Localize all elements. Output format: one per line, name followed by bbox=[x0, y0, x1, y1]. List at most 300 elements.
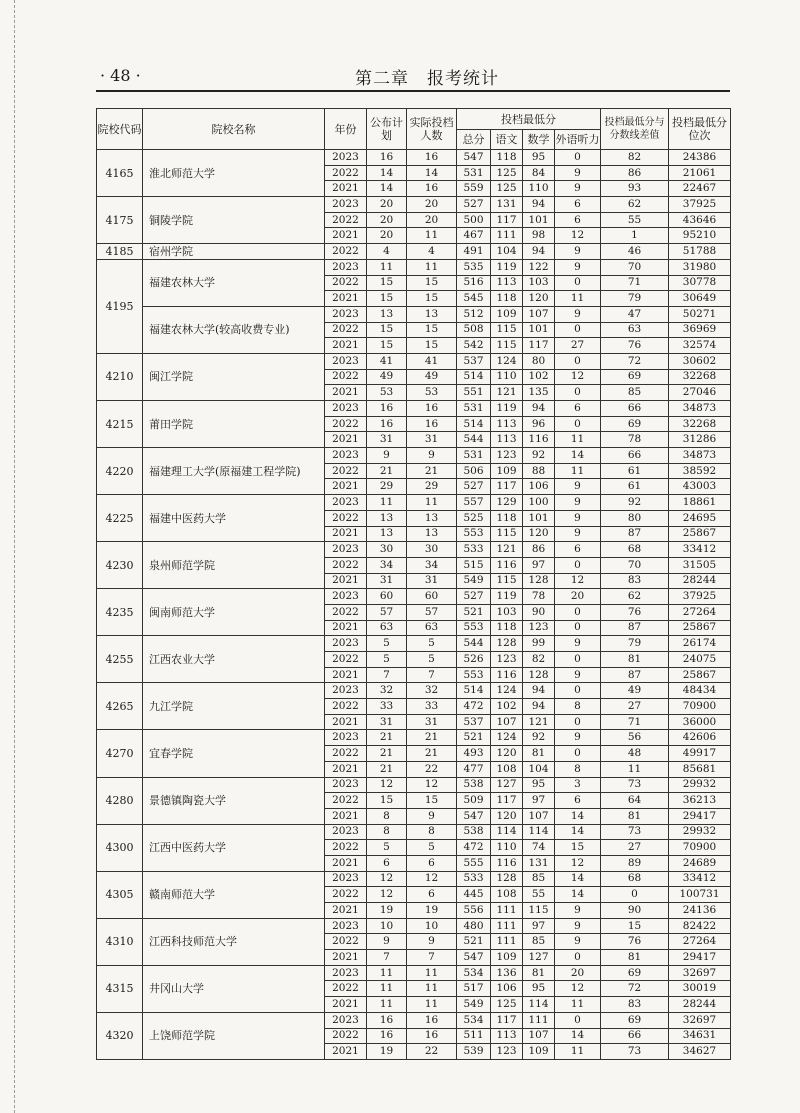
cell-total: 537 bbox=[457, 353, 491, 369]
cell-plan: 7 bbox=[367, 667, 407, 683]
cell-diff: 89 bbox=[601, 855, 669, 871]
cell-rank: 95210 bbox=[669, 228, 731, 244]
cell-enrolled: 16 bbox=[407, 401, 457, 417]
cell-plan: 6 bbox=[367, 855, 407, 871]
cell-diff: 78 bbox=[601, 432, 669, 448]
cell-total: 553 bbox=[457, 620, 491, 636]
cell-total: 545 bbox=[457, 291, 491, 307]
cell-chinese: 119 bbox=[491, 589, 523, 605]
cell-diff: 72 bbox=[601, 353, 669, 369]
cell-math: 81 bbox=[523, 746, 555, 762]
cell-enrolled: 34 bbox=[407, 557, 457, 573]
cell-year: 2022 bbox=[325, 981, 367, 997]
cell-enrolled: 11 bbox=[407, 981, 457, 997]
cell-rank: 32574 bbox=[669, 338, 731, 354]
cell-plan: 8 bbox=[367, 808, 407, 824]
cell-enrolled: 12 bbox=[407, 777, 457, 793]
cell-plan: 15 bbox=[367, 275, 407, 291]
cell-diff: 79 bbox=[601, 291, 669, 307]
cell-plan: 8 bbox=[367, 824, 407, 840]
cell-rank: 27264 bbox=[669, 604, 731, 620]
cell-total: 509 bbox=[457, 793, 491, 809]
cell-listening: 0 bbox=[555, 1012, 601, 1028]
cell-year: 2022 bbox=[325, 887, 367, 903]
cell-enrolled: 5 bbox=[407, 652, 457, 668]
cell-chinese: 102 bbox=[491, 699, 523, 715]
cell-chinese: 111 bbox=[491, 228, 523, 244]
cell-listening: 0 bbox=[555, 353, 601, 369]
cell-listening: 8 bbox=[555, 699, 601, 715]
school-code: 4315 bbox=[97, 965, 143, 1012]
cell-listening: 14 bbox=[555, 824, 601, 840]
cell-year: 2022 bbox=[325, 793, 367, 809]
cell-chinese: 113 bbox=[491, 1028, 523, 1044]
cell-math: 128 bbox=[523, 573, 555, 589]
cell-math: 74 bbox=[523, 840, 555, 856]
cell-diff: 49 bbox=[601, 683, 669, 699]
cell-listening: 0 bbox=[555, 385, 601, 401]
cell-diff: 71 bbox=[601, 275, 669, 291]
cell-year: 2021 bbox=[325, 432, 367, 448]
header-plan: 公布计划 bbox=[367, 109, 407, 150]
cell-enrolled: 13 bbox=[407, 306, 457, 322]
cell-enrolled: 13 bbox=[407, 526, 457, 542]
header-enrolled: 实际投档人数 bbox=[407, 109, 457, 150]
cell-math: 104 bbox=[523, 761, 555, 777]
cell-rank: 51788 bbox=[669, 244, 731, 260]
cell-diff: 73 bbox=[601, 777, 669, 793]
cell-plan: 20 bbox=[367, 212, 407, 228]
cell-total: 544 bbox=[457, 432, 491, 448]
cell-total: 521 bbox=[457, 934, 491, 950]
cell-diff: 61 bbox=[601, 463, 669, 479]
cell-diff: 92 bbox=[601, 495, 669, 511]
cell-plan: 11 bbox=[367, 259, 407, 275]
cell-chinese: 107 bbox=[491, 714, 523, 730]
cell-rank: 70900 bbox=[669, 699, 731, 715]
chapter-title: 第二章 报考统计 bbox=[355, 69, 499, 89]
header-rank: 投档最低分位次 bbox=[669, 109, 731, 150]
cell-enrolled: 33 bbox=[407, 699, 457, 715]
cell-plan: 57 bbox=[367, 604, 407, 620]
cell-total: 491 bbox=[457, 244, 491, 260]
cell-math: 121 bbox=[523, 714, 555, 730]
cell-enrolled: 49 bbox=[407, 369, 457, 385]
cell-chinese: 118 bbox=[491, 510, 523, 526]
cell-rank: 29417 bbox=[669, 950, 731, 966]
cell-listening: 20 bbox=[555, 589, 601, 605]
cell-enrolled: 20 bbox=[407, 212, 457, 228]
cell-math: 103 bbox=[523, 275, 555, 291]
cell-listening: 9 bbox=[555, 259, 601, 275]
table-row bbox=[97, 150, 731, 166]
cell-rank: 32697 bbox=[669, 965, 731, 981]
cell-total: 547 bbox=[457, 150, 491, 166]
cell-listening: 14 bbox=[555, 1028, 601, 1044]
cell-plan: 49 bbox=[367, 369, 407, 385]
table-row bbox=[97, 353, 731, 369]
cell-plan: 30 bbox=[367, 542, 407, 558]
cell-rank: 29932 bbox=[669, 777, 731, 793]
cell-math: 117 bbox=[523, 338, 555, 354]
school-name: 江西农业大学 bbox=[143, 636, 325, 683]
cell-chinese: 127 bbox=[491, 777, 523, 793]
cell-plan: 12 bbox=[367, 887, 407, 903]
cell-math: 90 bbox=[523, 604, 555, 620]
cell-chinese: 118 bbox=[491, 620, 523, 636]
cell-math: 115 bbox=[523, 903, 555, 919]
school-name: 淮北师范大学 bbox=[143, 150, 325, 197]
cell-enrolled: 29 bbox=[407, 479, 457, 495]
cell-diff: 66 bbox=[601, 401, 669, 417]
school-name: 铜陵学院 bbox=[143, 197, 325, 244]
cell-enrolled: 15 bbox=[407, 291, 457, 307]
cell-plan: 63 bbox=[367, 620, 407, 636]
cell-chinese: 111 bbox=[491, 918, 523, 934]
cell-diff: 87 bbox=[601, 667, 669, 683]
cell-rank: 48434 bbox=[669, 683, 731, 699]
cell-math: 116 bbox=[523, 432, 555, 448]
cell-diff: 85 bbox=[601, 385, 669, 401]
table-row bbox=[97, 918, 731, 934]
cell-listening: 0 bbox=[555, 275, 601, 291]
cell-rank: 31980 bbox=[669, 259, 731, 275]
cell-listening: 9 bbox=[555, 244, 601, 260]
cell-math: 95 bbox=[523, 150, 555, 166]
school-name: 闽江学院 bbox=[143, 353, 325, 400]
table-row bbox=[97, 495, 731, 511]
cell-plan: 5 bbox=[367, 636, 407, 652]
table-row bbox=[97, 1012, 731, 1028]
header-rule bbox=[96, 90, 730, 92]
cell-plan: 15 bbox=[367, 338, 407, 354]
cell-enrolled: 22 bbox=[407, 1044, 457, 1060]
cell-total: 467 bbox=[457, 228, 491, 244]
cell-plan: 11 bbox=[367, 965, 407, 981]
cell-chinese: 110 bbox=[491, 840, 523, 856]
cell-listening: 11 bbox=[555, 1044, 601, 1060]
cell-chinese: 108 bbox=[491, 887, 523, 903]
cell-enrolled: 53 bbox=[407, 385, 457, 401]
cell-listening: 9 bbox=[555, 526, 601, 542]
cell-year: 2021 bbox=[325, 620, 367, 636]
cell-rank: 30778 bbox=[669, 275, 731, 291]
cell-listening: 0 bbox=[555, 652, 601, 668]
cell-enrolled: 6 bbox=[407, 887, 457, 903]
cell-listening: 0 bbox=[555, 557, 601, 573]
cell-diff: 70 bbox=[601, 557, 669, 573]
cell-year: 2023 bbox=[325, 871, 367, 887]
header-diff: 投档最低分与分数线差值 bbox=[601, 109, 669, 150]
cell-plan: 7 bbox=[367, 950, 407, 966]
cell-listening: 9 bbox=[555, 495, 601, 511]
cell-chinese: 109 bbox=[491, 463, 523, 479]
cell-enrolled: 5 bbox=[407, 840, 457, 856]
table-row bbox=[97, 777, 731, 793]
school-code: 4220 bbox=[97, 448, 143, 495]
cell-listening: 0 bbox=[555, 322, 601, 338]
cell-chinese: 120 bbox=[491, 746, 523, 762]
cell-chinese: 129 bbox=[491, 495, 523, 511]
cell-diff: 83 bbox=[601, 573, 669, 589]
cell-rank: 70900 bbox=[669, 840, 731, 856]
cell-year: 2021 bbox=[325, 479, 367, 495]
cell-year: 2022 bbox=[325, 463, 367, 479]
cell-enrolled: 21 bbox=[407, 730, 457, 746]
cell-diff: 87 bbox=[601, 620, 669, 636]
school-code: 4165 bbox=[97, 150, 143, 197]
cell-plan: 9 bbox=[367, 448, 407, 464]
cell-plan: 16 bbox=[367, 150, 407, 166]
cell-total: 531 bbox=[457, 401, 491, 417]
cell-year: 2022 bbox=[325, 746, 367, 762]
table-row bbox=[97, 197, 731, 213]
cell-enrolled: 32 bbox=[407, 683, 457, 699]
header-code: 院校代码 bbox=[97, 109, 143, 150]
admission-stats-table bbox=[96, 108, 731, 1060]
cell-math: 94 bbox=[523, 699, 555, 715]
cell-enrolled: 15 bbox=[407, 322, 457, 338]
cell-plan: 14 bbox=[367, 165, 407, 181]
cell-year: 2022 bbox=[325, 557, 367, 573]
cell-chinese: 118 bbox=[491, 291, 523, 307]
cell-year: 2023 bbox=[325, 730, 367, 746]
cell-diff: 27 bbox=[601, 840, 669, 856]
table-row bbox=[97, 259, 731, 275]
cell-chinese: 125 bbox=[491, 181, 523, 197]
cell-diff: 86 bbox=[601, 165, 669, 181]
cell-plan: 12 bbox=[367, 777, 407, 793]
cell-enrolled: 30 bbox=[407, 542, 457, 558]
cell-total: 525 bbox=[457, 510, 491, 526]
cell-rank: 18861 bbox=[669, 495, 731, 511]
cell-math: 114 bbox=[523, 997, 555, 1013]
cell-total: 477 bbox=[457, 761, 491, 777]
cell-math: 55 bbox=[523, 887, 555, 903]
cell-rank: 30602 bbox=[669, 353, 731, 369]
cell-rank: 36213 bbox=[669, 793, 731, 809]
cell-math: 95 bbox=[523, 777, 555, 793]
cell-rank: 38592 bbox=[669, 463, 731, 479]
cell-rank: 31286 bbox=[669, 432, 731, 448]
cell-year: 2022 bbox=[325, 934, 367, 950]
cell-listening: 11 bbox=[555, 463, 601, 479]
cell-diff: 93 bbox=[601, 181, 669, 197]
cell-chinese: 115 bbox=[491, 526, 523, 542]
cell-diff: 76 bbox=[601, 604, 669, 620]
cell-year: 2022 bbox=[325, 604, 367, 620]
cell-diff: 63 bbox=[601, 322, 669, 338]
cell-chinese: 117 bbox=[491, 212, 523, 228]
cell-total: 533 bbox=[457, 871, 491, 887]
cell-total: 534 bbox=[457, 1012, 491, 1028]
cell-year: 2022 bbox=[325, 212, 367, 228]
cell-year: 2021 bbox=[325, 228, 367, 244]
cell-math: 92 bbox=[523, 730, 555, 746]
cell-total: 549 bbox=[457, 997, 491, 1013]
cell-math: 107 bbox=[523, 306, 555, 322]
cell-total: 512 bbox=[457, 306, 491, 322]
cell-math: 94 bbox=[523, 197, 555, 213]
cell-chinese: 136 bbox=[491, 965, 523, 981]
cell-chinese: 106 bbox=[491, 981, 523, 997]
cell-total: 553 bbox=[457, 667, 491, 683]
cell-enrolled: 6 bbox=[407, 855, 457, 871]
cell-diff: 68 bbox=[601, 871, 669, 887]
cell-diff: 69 bbox=[601, 965, 669, 981]
cell-math: 107 bbox=[523, 1028, 555, 1044]
cell-total: 538 bbox=[457, 824, 491, 840]
cell-chinese: 125 bbox=[491, 997, 523, 1013]
cell-year: 2022 bbox=[325, 699, 367, 715]
binding-margin-line bbox=[14, 0, 15, 1113]
cell-math: 88 bbox=[523, 463, 555, 479]
cell-math: 128 bbox=[523, 667, 555, 683]
cell-diff: 66 bbox=[601, 448, 669, 464]
cell-math: 81 bbox=[523, 965, 555, 981]
cell-listening: 14 bbox=[555, 871, 601, 887]
cell-year: 2023 bbox=[325, 542, 367, 558]
cell-rank: 34627 bbox=[669, 1044, 731, 1060]
cell-total: 508 bbox=[457, 322, 491, 338]
cell-diff: 73 bbox=[601, 824, 669, 840]
cell-total: 527 bbox=[457, 197, 491, 213]
cell-plan: 16 bbox=[367, 1028, 407, 1044]
cell-math: 94 bbox=[523, 683, 555, 699]
cell-total: 514 bbox=[457, 683, 491, 699]
cell-year: 2023 bbox=[325, 824, 367, 840]
cell-diff: 69 bbox=[601, 369, 669, 385]
cell-listening: 0 bbox=[555, 950, 601, 966]
school-name: 赣南师范大学 bbox=[143, 871, 325, 918]
cell-total: 517 bbox=[457, 981, 491, 997]
cell-listening: 0 bbox=[555, 714, 601, 730]
cell-chinese: 111 bbox=[491, 934, 523, 950]
cell-year: 2022 bbox=[325, 369, 367, 385]
cell-chinese: 128 bbox=[491, 871, 523, 887]
cell-year: 2022 bbox=[325, 1028, 367, 1044]
cell-total: 521 bbox=[457, 604, 491, 620]
cell-plan: 11 bbox=[367, 997, 407, 1013]
cell-year: 2021 bbox=[325, 526, 367, 542]
cell-math: 85 bbox=[523, 871, 555, 887]
header-chinese: 语文 bbox=[491, 130, 523, 150]
cell-chinese: 116 bbox=[491, 667, 523, 683]
cell-rank: 50271 bbox=[669, 306, 731, 322]
cell-diff: 79 bbox=[601, 636, 669, 652]
cell-listening: 9 bbox=[555, 667, 601, 683]
cell-year: 2021 bbox=[325, 181, 367, 197]
cell-enrolled: 15 bbox=[407, 793, 457, 809]
cell-math: 101 bbox=[523, 212, 555, 228]
cell-year: 2022 bbox=[325, 244, 367, 260]
cell-enrolled: 7 bbox=[407, 950, 457, 966]
cell-year: 2022 bbox=[325, 322, 367, 338]
cell-total: 480 bbox=[457, 918, 491, 934]
cell-enrolled: 9 bbox=[407, 448, 457, 464]
cell-diff: 81 bbox=[601, 652, 669, 668]
cell-total: 557 bbox=[457, 495, 491, 511]
cell-rank: 21061 bbox=[669, 165, 731, 181]
table-row bbox=[97, 542, 731, 558]
cell-rank: 42606 bbox=[669, 730, 731, 746]
cell-chinese: 123 bbox=[491, 1044, 523, 1060]
cell-enrolled: 20 bbox=[407, 197, 457, 213]
cell-plan: 21 bbox=[367, 730, 407, 746]
cell-chinese: 113 bbox=[491, 416, 523, 432]
cell-plan: 20 bbox=[367, 228, 407, 244]
cell-plan: 41 bbox=[367, 353, 407, 369]
cell-diff: 69 bbox=[601, 416, 669, 432]
cell-chinese: 111 bbox=[491, 903, 523, 919]
school-code: 4270 bbox=[97, 730, 143, 777]
cell-math: 97 bbox=[523, 918, 555, 934]
cell-listening: 12 bbox=[555, 228, 601, 244]
cell-total: 549 bbox=[457, 573, 491, 589]
cell-rank: 25867 bbox=[669, 620, 731, 636]
cell-math: 94 bbox=[523, 401, 555, 417]
cell-total: 551 bbox=[457, 385, 491, 401]
cell-year: 2023 bbox=[325, 683, 367, 699]
cell-year: 2023 bbox=[325, 448, 367, 464]
cell-math: 82 bbox=[523, 652, 555, 668]
cell-math: 122 bbox=[523, 259, 555, 275]
cell-total: 531 bbox=[457, 165, 491, 181]
cell-chinese: 110 bbox=[491, 369, 523, 385]
cell-math: 109 bbox=[523, 1044, 555, 1060]
cell-enrolled: 11 bbox=[407, 965, 457, 981]
cell-diff: 68 bbox=[601, 542, 669, 558]
cell-diff: 46 bbox=[601, 244, 669, 260]
cell-chinese: 114 bbox=[491, 824, 523, 840]
school-code: 4255 bbox=[97, 636, 143, 683]
cell-plan: 31 bbox=[367, 573, 407, 589]
cell-math: 85 bbox=[523, 934, 555, 950]
cell-diff: 0 bbox=[601, 887, 669, 903]
table-body bbox=[97, 150, 731, 1060]
cell-diff: 81 bbox=[601, 950, 669, 966]
cell-enrolled: 16 bbox=[407, 150, 457, 166]
cell-diff: 76 bbox=[601, 934, 669, 950]
cell-rank: 43646 bbox=[669, 212, 731, 228]
cell-listening: 6 bbox=[555, 197, 601, 213]
cell-plan: 31 bbox=[367, 432, 407, 448]
cell-year: 2022 bbox=[325, 510, 367, 526]
cell-enrolled: 31 bbox=[407, 714, 457, 730]
cell-listening: 14 bbox=[555, 448, 601, 464]
cell-enrolled: 11 bbox=[407, 259, 457, 275]
cell-listening: 6 bbox=[555, 793, 601, 809]
cell-plan: 21 bbox=[367, 463, 407, 479]
cell-math: 127 bbox=[523, 950, 555, 966]
cell-diff: 72 bbox=[601, 981, 669, 997]
cell-chinese: 124 bbox=[491, 730, 523, 746]
cell-plan: 16 bbox=[367, 416, 407, 432]
school-code: 4300 bbox=[97, 824, 143, 871]
cell-enrolled: 57 bbox=[407, 604, 457, 620]
cell-enrolled: 11 bbox=[407, 997, 457, 1013]
table-row bbox=[97, 448, 731, 464]
cell-listening: 6 bbox=[555, 212, 601, 228]
cell-enrolled: 13 bbox=[407, 510, 457, 526]
school-sub-name: 福建农林大学(较高收费专业) bbox=[143, 306, 325, 353]
cell-rank: 33412 bbox=[669, 871, 731, 887]
cell-diff: 70 bbox=[601, 259, 669, 275]
cell-rank: 24075 bbox=[669, 652, 731, 668]
cell-diff: 56 bbox=[601, 730, 669, 746]
cell-rank: 34631 bbox=[669, 1028, 731, 1044]
cell-rank: 25867 bbox=[669, 526, 731, 542]
